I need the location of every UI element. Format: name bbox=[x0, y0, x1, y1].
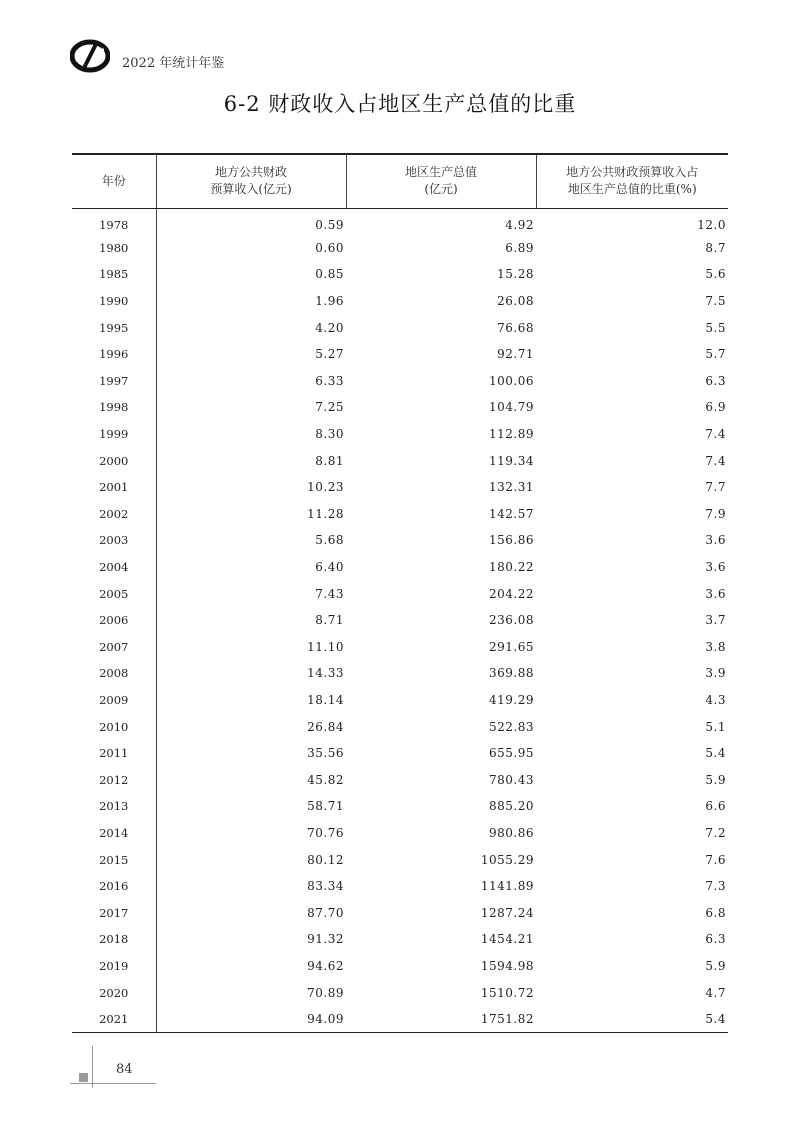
table-row bbox=[72, 288, 728, 315]
year-cell: 2021 bbox=[72, 1006, 156, 1033]
table-row bbox=[72, 820, 728, 847]
gdp-cell: 100.06 bbox=[489, 373, 534, 388]
revenue-cell: 58.71 bbox=[156, 793, 346, 820]
revenue-cell: 8.81 bbox=[156, 447, 346, 474]
gdp-cell: 1454.21 bbox=[480, 932, 534, 947]
table-body bbox=[72, 208, 728, 1032]
footer-divider-vertical bbox=[92, 1046, 93, 1088]
table-row bbox=[72, 660, 728, 687]
revenue-cell: 94.09 bbox=[156, 1006, 346, 1033]
gdp-cell: 132.31 bbox=[489, 480, 534, 495]
ratio-cell: 5.1 bbox=[705, 719, 726, 734]
table-row bbox=[72, 953, 728, 980]
table-row bbox=[72, 501, 728, 528]
revenue-cell: 11.10 bbox=[156, 634, 346, 661]
table-row bbox=[72, 713, 728, 740]
gdp-cell: 980.86 bbox=[489, 825, 534, 840]
revenue-cell: 70.76 bbox=[156, 820, 346, 847]
revenue-cell: 0.85 bbox=[156, 261, 346, 288]
year-cell: 2000 bbox=[99, 453, 129, 468]
table-row bbox=[72, 554, 728, 581]
table-row bbox=[72, 368, 728, 395]
ratio-cell: 6.9 bbox=[705, 400, 726, 415]
revenue-cell: 6.40 bbox=[156, 554, 346, 581]
revenue-cell: 11.28 bbox=[156, 501, 346, 528]
gdp-cell: 119.34 bbox=[489, 453, 534, 468]
table-row bbox=[72, 261, 728, 288]
table-row bbox=[72, 421, 728, 448]
year-cell: 2003 bbox=[99, 533, 129, 548]
revenue-cell: 6.33 bbox=[156, 368, 346, 395]
yearbook-logo-icon bbox=[70, 38, 110, 74]
gdp-cell: 655.95 bbox=[489, 746, 534, 761]
year-cell: 1996 bbox=[99, 347, 129, 362]
data-table-container bbox=[72, 153, 728, 1033]
ratio-cell: 7.3 bbox=[705, 879, 726, 894]
ratio-cell: 5.6 bbox=[705, 267, 726, 282]
year-cell: 1978 bbox=[99, 217, 129, 232]
page-header bbox=[70, 38, 370, 74]
table-row bbox=[72, 766, 728, 793]
revenue-cell: 5.27 bbox=[156, 341, 346, 368]
column-header-ratio: 地方公共财政预算收入占 地区生产总值的比重(%) bbox=[536, 154, 728, 208]
gdp-cell: 419.29 bbox=[489, 692, 534, 707]
gdp-cell: 6.89 bbox=[505, 240, 534, 255]
page-number: 84 bbox=[116, 1062, 133, 1077]
yearbook-label: 2022 年统计年鉴 bbox=[122, 56, 225, 71]
table-row bbox=[72, 527, 728, 554]
ratio-cell: 5.9 bbox=[705, 772, 726, 787]
year-cell: 1980 bbox=[99, 240, 129, 255]
ratio-cell: 4.7 bbox=[705, 985, 726, 1000]
column-header-gdp: 地区生产总值 (亿元) bbox=[346, 154, 536, 208]
revenue-cell: 87.70 bbox=[156, 899, 346, 926]
revenue-cell: 70.89 bbox=[156, 979, 346, 1006]
table-row bbox=[72, 740, 728, 767]
year-cell: 2007 bbox=[99, 639, 129, 654]
gdp-cell: 1751.82 bbox=[346, 1006, 536, 1033]
gdp-cell: 1594.98 bbox=[480, 958, 534, 973]
gdp-cell: 369.88 bbox=[489, 666, 534, 681]
year-cell: 2002 bbox=[99, 506, 129, 521]
column-header-year: 年份 bbox=[72, 154, 156, 208]
gdp-cell: 236.08 bbox=[489, 613, 534, 628]
table-row bbox=[72, 926, 728, 953]
page-footer bbox=[70, 1046, 160, 1090]
revenue-cell: 10.23 bbox=[156, 474, 346, 501]
revenue-cell: 94.62 bbox=[156, 953, 346, 980]
revenue-cell: 35.56 bbox=[156, 740, 346, 767]
table-row bbox=[72, 873, 728, 900]
year-cell: 1998 bbox=[99, 400, 129, 415]
footer-divider-horizontal bbox=[70, 1083, 156, 1084]
table-row bbox=[72, 394, 728, 421]
gdp-cell: 204.22 bbox=[489, 586, 534, 601]
year-cell: 2014 bbox=[99, 825, 129, 840]
table-row bbox=[72, 687, 728, 714]
year-cell: 1995 bbox=[99, 320, 129, 335]
year-cell: 1999 bbox=[99, 427, 129, 442]
table-row bbox=[72, 474, 728, 501]
revenue-cell: 0.59 bbox=[156, 208, 346, 235]
ratio-cell: 3.8 bbox=[705, 639, 726, 654]
year-cell: 2006 bbox=[99, 613, 129, 628]
table-row bbox=[72, 1006, 728, 1033]
footer-square-mark bbox=[79, 1073, 88, 1082]
year-cell: 2013 bbox=[99, 799, 129, 814]
table-title: 6-2 财政收入占地区生产总值的比重 bbox=[223, 92, 577, 116]
ratio-cell: 5.4 bbox=[536, 1006, 728, 1033]
year-cell: 2012 bbox=[99, 772, 129, 787]
table-row bbox=[72, 607, 728, 634]
year-cell: 2009 bbox=[99, 692, 129, 707]
revenue-cell: 4.20 bbox=[156, 314, 346, 341]
revenue-cell: 83.34 bbox=[156, 873, 346, 900]
year-cell: 2015 bbox=[99, 852, 129, 867]
ratio-cell: 6.6 bbox=[705, 799, 726, 814]
year-cell: 1985 bbox=[99, 267, 129, 282]
table-row bbox=[72, 634, 728, 661]
ratio-cell: 7.4 bbox=[705, 453, 726, 468]
ratio-cell: 6.8 bbox=[705, 905, 726, 920]
year-cell: 2019 bbox=[99, 958, 129, 973]
gdp-cell: 1055.29 bbox=[480, 852, 534, 867]
ratio-cell: 3.6 bbox=[705, 586, 726, 601]
table-row bbox=[72, 979, 728, 1006]
table-row bbox=[72, 447, 728, 474]
ratio-cell: 8.7 bbox=[705, 240, 726, 255]
revenue-cell: 91.32 bbox=[156, 926, 346, 953]
ratio-cell: 3.7 bbox=[705, 613, 726, 628]
ratio-cell: 7.7 bbox=[705, 480, 726, 495]
year-cell: 1997 bbox=[99, 373, 129, 388]
gdp-cell: 15.28 bbox=[497, 267, 534, 282]
table-row bbox=[72, 208, 728, 235]
year-cell: 2020 bbox=[99, 985, 129, 1000]
revenue-cell: 45.82 bbox=[156, 766, 346, 793]
revenue-cell: 18.14 bbox=[156, 687, 346, 714]
gdp-cell: 522.83 bbox=[489, 719, 534, 734]
revenue-cell: 7.25 bbox=[156, 394, 346, 421]
revenue-cell: 8.30 bbox=[156, 421, 346, 448]
gdp-cell: 112.89 bbox=[489, 427, 534, 442]
ratio-cell: 3.6 bbox=[705, 560, 726, 575]
gdp-cell: 4.92 bbox=[505, 217, 534, 232]
gdp-cell: 92.71 bbox=[497, 347, 534, 362]
ratio-cell: 3.9 bbox=[705, 666, 726, 681]
ratio-cell: 4.3 bbox=[705, 692, 726, 707]
revenue-cell: 8.71 bbox=[156, 607, 346, 634]
gdp-cell: 142.57 bbox=[489, 506, 534, 521]
revenue-cell: 7.43 bbox=[156, 580, 346, 607]
gdp-cell: 885.20 bbox=[489, 799, 534, 814]
ratio-cell: 6.3 bbox=[705, 373, 726, 388]
year-cell: 2010 bbox=[99, 719, 129, 734]
gdp-cell: 1141.89 bbox=[480, 879, 534, 894]
ratio-cell: 5.4 bbox=[705, 746, 726, 761]
table-header-row bbox=[72, 154, 728, 208]
gdp-cell: 1287.24 bbox=[480, 905, 534, 920]
table-row bbox=[72, 314, 728, 341]
gdp-cell: 104.79 bbox=[489, 400, 534, 415]
revenue-cell: 1.96 bbox=[156, 288, 346, 315]
table-row bbox=[72, 846, 728, 873]
ratio-cell: 7.9 bbox=[705, 506, 726, 521]
gdp-cell: 291.65 bbox=[489, 639, 534, 654]
revenue-cell: 26.84 bbox=[156, 713, 346, 740]
year-cell: 2011 bbox=[99, 746, 129, 761]
table-row bbox=[72, 580, 728, 607]
year-cell: 2008 bbox=[99, 666, 129, 681]
ratio-cell: 7.4 bbox=[705, 427, 726, 442]
year-cell: 2017 bbox=[99, 905, 129, 920]
table-row bbox=[72, 235, 728, 262]
ratio-cell: 7.2 bbox=[705, 825, 726, 840]
gdp-cell: 26.08 bbox=[497, 294, 534, 309]
year-cell: 2001 bbox=[99, 480, 129, 495]
gdp-cell: 180.22 bbox=[489, 560, 534, 575]
year-cell: 2005 bbox=[99, 586, 129, 601]
gdp-cell: 780.43 bbox=[489, 772, 534, 787]
year-cell: 2018 bbox=[99, 932, 129, 947]
finance-gdp-table bbox=[72, 153, 728, 1033]
ratio-cell: 5.7 bbox=[705, 347, 726, 362]
revenue-cell: 80.12 bbox=[156, 846, 346, 873]
revenue-cell: 14.33 bbox=[156, 660, 346, 687]
ratio-cell: 12.0 bbox=[697, 217, 726, 232]
table-row bbox=[72, 899, 728, 926]
gdp-cell: 156.86 bbox=[489, 533, 534, 548]
ratio-cell: 6.3 bbox=[705, 932, 726, 947]
ratio-cell: 3.6 bbox=[705, 533, 726, 548]
column-header-revenue: 地方公共财政 预算收入(亿元) bbox=[156, 154, 346, 208]
year-cell: 2004 bbox=[99, 560, 129, 575]
gdp-cell: 1510.72 bbox=[480, 985, 534, 1000]
year-cell: 1990 bbox=[99, 294, 129, 309]
revenue-cell: 0.60 bbox=[156, 235, 346, 262]
revenue-cell: 5.68 bbox=[156, 527, 346, 554]
ratio-cell: 5.5 bbox=[705, 320, 726, 335]
ratio-cell: 7.6 bbox=[705, 852, 726, 867]
ratio-cell: 5.9 bbox=[705, 958, 726, 973]
ratio-cell: 7.5 bbox=[705, 294, 726, 309]
table-row bbox=[72, 341, 728, 368]
gdp-cell: 76.68 bbox=[497, 320, 534, 335]
year-cell: 2016 bbox=[99, 879, 129, 894]
table-row bbox=[72, 793, 728, 820]
